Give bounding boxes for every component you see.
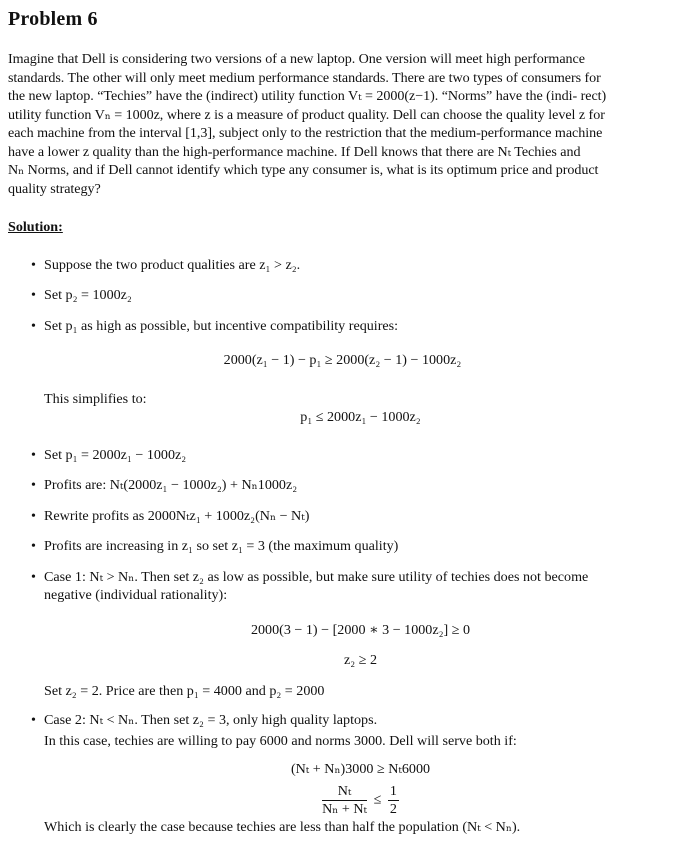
problem-statement <box>8 50 677 198</box>
problem-line: the new laptop. “Techies” have the (indirect) utility function Vₜ = 2000(z−1). “Norms” have the (indi- rect) <box>8 88 607 104</box>
fraction-relation: ≤ <box>373 791 382 808</box>
bullet-glyph: • <box>31 446 36 463</box>
solution-step <box>8 256 677 275</box>
fraction-denominator: Nₙ + Nₜ <box>322 800 368 817</box>
step-text: negative (individual rationality): <box>44 587 228 603</box>
step-text: Set p₂ = 1000z₂ <box>44 287 132 303</box>
step-text: Rewrite profits as 2000Nₜz₁ + 1000z₂(Nₙ − Nₜ) <box>44 507 310 524</box>
equation-fraction <box>8 783 677 818</box>
equation-incentive: 2000(z₁ − 1) − p₁ ≥ 2000(z₂ − 1) − 1000z₂ <box>223 352 462 368</box>
step-text: Case 1: Nₜ > Nₙ. Then set z₂ as low as possible, but make sure utility of techies does not become <box>44 568 589 585</box>
solution-list-3 <box>8 711 677 730</box>
bullet-glyph: • <box>31 256 36 273</box>
problem-title: Problem 6 <box>8 8 98 30</box>
fraction-right <box>388 783 399 818</box>
bullet-glyph: • <box>31 568 36 585</box>
solution-step <box>8 537 677 556</box>
problem-line: utility function Vₙ = 1000z, where z is a measure of product quality. Dell can choose the quality level z for <box>8 106 605 123</box>
fraction-left <box>322 783 367 818</box>
simplifies-text: This simplifies to: <box>44 390 147 407</box>
bullet-glyph: • <box>31 538 36 554</box>
step-text: Profits are increasing in z₁ so set z₁ = 3 (the maximum quality) <box>44 538 399 554</box>
step-text: Set p₁ = 2000z₁ − 1000z₂ <box>44 446 187 463</box>
bullet-glyph: • <box>31 507 36 524</box>
step-text: Suppose the two product qualities are z₁ > z₂. <box>44 256 301 273</box>
problem-line: standards. The other will only meet medium performance standards. There are two types of consumers for <box>8 69 601 86</box>
solution-list <box>8 256 677 336</box>
solution-step <box>8 286 677 305</box>
equation-case2: (Nₜ + Nₙ)3000 ≥ Nₜ6000 <box>290 761 431 777</box>
conclusion-text: Which is clearly the case because techies are less than half the population (Nₜ < Nₙ). <box>44 818 521 835</box>
equation-z2: z₂ ≥ 2 <box>344 652 377 668</box>
bullet-glyph: • <box>31 477 36 493</box>
fraction-denominator: 2 <box>389 800 397 817</box>
solution-step-case2 <box>8 711 677 730</box>
case2-text: In this case, techies are willing to pay 6000 and norms 3000. Dell will serve both if: <box>44 732 517 749</box>
fraction-numerator: Nₜ <box>322 783 367 801</box>
problem-line: Imagine that Dell is considering two versions of a new laptop. One version will meet high performance <box>8 51 585 67</box>
problem-line: have a lower z quality than the high-performance machine. If Dell knows that there are Nₜ Techies and <box>8 143 581 160</box>
solution-step <box>8 476 677 495</box>
solution-step-case1 <box>8 568 677 605</box>
solution-step <box>8 317 677 336</box>
step-text: Set p₁ as high as possible, but incentive compatibility requires: <box>44 317 399 334</box>
step-text: Case 2: Nₜ < Nₙ. Then set z₂ = 3, only high quality laptops. <box>44 712 378 728</box>
solution-list-2 <box>8 446 677 605</box>
bullet-glyph: • <box>31 317 36 334</box>
solution-heading: Solution: <box>8 219 63 235</box>
case1-result: Set z₂ = 2. Price are then p₁ = 4000 and p₂ = 2000 <box>44 682 325 699</box>
step-text: Profits are: Nₜ(2000z₁ − 1000z₂) + Nₙ1000z₂ <box>44 477 298 493</box>
bullet-glyph: • <box>31 712 36 728</box>
fraction-numerator: 1 <box>389 782 397 799</box>
problem-line: quality strategy? <box>8 180 101 197</box>
problem-line: Nₙ Norms, and if Dell cannot identify which type any consumer is, what is its optimum price and product <box>8 162 599 178</box>
bullet-glyph: • <box>31 287 36 303</box>
solution-step <box>8 507 677 526</box>
equation-case1: 2000(3 − 1) − [2000 ∗ 3 − 1000z₂] ≥ 0 <box>250 621 471 638</box>
problem-line: each machine from the interval [1,3], subject only to the restriction that the medium-performance machine <box>8 125 603 141</box>
equation-simplified: p₁ ≤ 2000z₁ − 1000z₂ <box>300 409 421 425</box>
solution-step <box>8 446 677 465</box>
